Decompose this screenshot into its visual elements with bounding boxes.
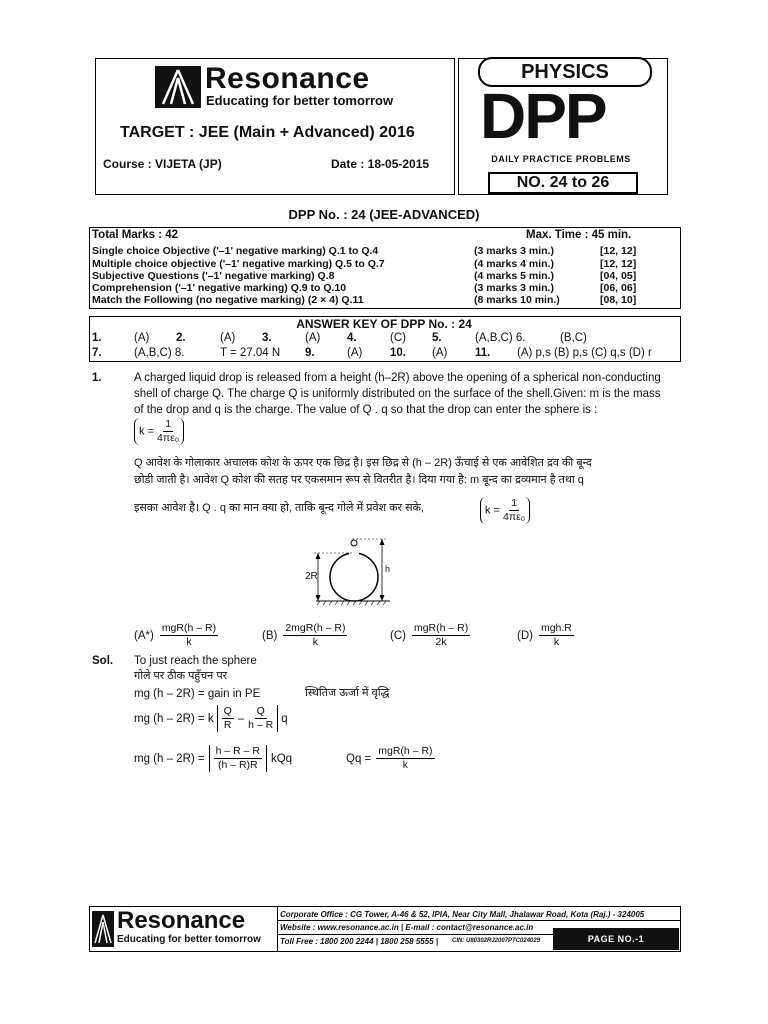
brand-tagline: Educating for better tomorrow xyxy=(206,93,394,108)
k-lhs: k = xyxy=(139,425,154,438)
k-definition xyxy=(134,418,184,445)
ak-cell: 4. xyxy=(347,332,357,344)
eq-bracket xyxy=(209,745,267,772)
option-d xyxy=(517,622,574,649)
marks-row-marks: (3 marks 3 min.) xyxy=(474,282,554,294)
course-label: Course : VIJETA (JP) xyxy=(103,157,222,171)
ak-cell: (A,B,C) 6. xyxy=(475,332,526,344)
footer-logo-icon xyxy=(92,911,114,947)
fig-label-h: h xyxy=(385,564,391,574)
ak-cell: 5. xyxy=(432,332,442,344)
k-numerator: 1 xyxy=(511,497,518,509)
k-denominator: 4πε₀ xyxy=(157,432,180,444)
k-numerator: 1 xyxy=(165,418,172,430)
option-a xyxy=(134,622,218,649)
solution-eq-2 xyxy=(134,745,292,772)
footer-cin: CIN: U80302RJ2007PTC024029 xyxy=(452,938,541,944)
option-fraction xyxy=(160,622,218,649)
question-line: shell of charge Q. The charge Q is uniformly distributed on the surface of the shell.Given: m is the mass xyxy=(134,388,661,400)
ak-cell: (A,B,C) 8. xyxy=(134,347,185,359)
eq-denominator: h – R xyxy=(248,719,274,731)
k-lhs: k = xyxy=(485,504,500,517)
marks-row-range: [08, 10] xyxy=(600,294,637,306)
subject-badge: PHYSICS xyxy=(478,57,652,87)
question-line: A charged liquid drop is released from a height (h–2R) above the opening of a spherical non-conducting xyxy=(134,372,661,384)
eq-bracket xyxy=(217,705,279,732)
option-fraction xyxy=(412,622,470,649)
solution-line: To just reach the sphere xyxy=(134,655,257,667)
question-text-hi xyxy=(134,455,680,489)
ak-cell: (C) xyxy=(390,332,406,344)
footer-divider xyxy=(277,907,278,952)
ak-cell: (A) xyxy=(432,347,448,359)
option-label: (A*) xyxy=(134,629,154,642)
marks-row-label: Subjective Questions ('–1' negative marking) Q.8 xyxy=(92,270,335,282)
ak-cell: (B,C) xyxy=(560,332,587,344)
eq-rhs: kQq xyxy=(270,752,293,765)
footer-divider xyxy=(277,934,553,935)
eq-lhs: mg (h – 2R) = k xyxy=(134,712,214,725)
marks-row-label: Match the Following (no negative marking) (2 × 4) Q.11 xyxy=(92,294,364,306)
footer-brand-name: Resonance xyxy=(117,907,246,934)
ak-cell: 3. xyxy=(262,332,272,344)
dpp-number-title: DPP No. : 24 (JEE-ADVANCED) xyxy=(288,207,480,222)
eq-lhs: Qq = xyxy=(346,752,372,765)
solution-label: Sol. xyxy=(92,655,114,667)
option-denominator: k xyxy=(186,636,192,648)
option-b xyxy=(262,622,347,649)
footer-divider xyxy=(277,920,681,921)
ak-cell: 2. xyxy=(176,332,186,344)
dpp-heading: DPP xyxy=(480,80,606,152)
footer-office: Corporate Office : CG Tower, A-46 & 52, IPIA, Near City Mall, Jhalawar Road, Kota (Raj.) - 324005 xyxy=(280,910,645,919)
k-definition-hi xyxy=(480,497,530,524)
daily-practice-label: DAILY PRACTICE PROBLEMS xyxy=(491,154,631,164)
ak-cell: (A) xyxy=(305,332,321,344)
eq-numerator: Q xyxy=(256,705,265,717)
footer-web: Website : www.resonance.ac.in | E-mail : contact@resonance.ac.in xyxy=(280,923,534,932)
option-label: (B) xyxy=(262,629,278,642)
ak-cell: (A) xyxy=(134,332,150,344)
option-denominator: k xyxy=(312,636,319,648)
marks-row-range: [04, 05] xyxy=(600,270,637,282)
eq-lhs: mg (h – 2R) = xyxy=(134,752,205,765)
marks-row-range: [12, 12] xyxy=(600,258,637,270)
option-denominator: k xyxy=(553,636,560,648)
solution-line-hi: गोले पर ठीक पहुँचन पर xyxy=(134,670,228,682)
eq-fraction xyxy=(222,705,234,732)
option-numerator: mgh.R xyxy=(540,622,572,634)
answer-key-title: ANSWER KEY OF DPP No. : 24 xyxy=(296,317,472,331)
option-fraction xyxy=(283,622,347,649)
option-label: (D) xyxy=(517,629,533,642)
marks-row-label: Single choice Objective ('–1' negative marking) Q.1 to Q.4 xyxy=(92,245,379,257)
fig-label-2r: 2R xyxy=(305,571,318,582)
eq-fraction xyxy=(248,705,273,732)
option-numerator: 2mgR(h – R) xyxy=(285,622,346,634)
option-c xyxy=(390,622,470,649)
date-label: Date : 18-05-2015 xyxy=(331,157,430,171)
brand-name: Resonance xyxy=(205,62,370,95)
option-numerator: mgR(h – R) xyxy=(413,622,469,634)
total-marks: Total Marks : 42 xyxy=(92,229,179,241)
ak-cell: 1. xyxy=(92,332,102,344)
option-denominator: 2k xyxy=(435,636,447,648)
option-numerator: mgR(h – R) xyxy=(161,622,217,634)
marks-row-marks: (3 marks 3 min.) xyxy=(474,245,554,257)
ak-cell: 7. xyxy=(92,347,102,359)
question-line-hi: इसका आवेश है। Q . q का मान क्या हो, ताकि बून्द गोले में प्रवेश कर सके, xyxy=(134,502,425,514)
ak-cell: 11. xyxy=(475,347,491,359)
eq-denominator: R xyxy=(223,719,232,731)
solution-line-hi: स्थितिज ऊर्जा में वृद्धि xyxy=(305,687,390,699)
marks-row-marks: (4 marks 4 min.) xyxy=(474,258,554,270)
solution-eq-1 xyxy=(134,705,288,732)
eq-denominator: (h – R)R xyxy=(217,759,258,771)
footer-brand-tagline: Educating for better tomorrow xyxy=(117,934,261,945)
k-fraction xyxy=(157,418,179,445)
marks-row-marks: (8 marks 10 min.) xyxy=(474,294,560,306)
k-denominator: 4πε₀ xyxy=(503,511,526,523)
max-time: Max. Time : 45 min. xyxy=(526,229,632,241)
marks-row-marks: (4 marks 5 min.) xyxy=(474,270,554,282)
marks-row-label: Multiple choice objective ('–1' negative marking) Q.5 to Q.7 xyxy=(92,258,385,270)
marks-row-label: Comprehension ('–1' negative marking) Q.9 to Q.10 xyxy=(92,282,347,294)
question-number: 1. xyxy=(92,372,102,384)
option-label: (C) xyxy=(390,629,406,642)
question-text-en xyxy=(134,370,680,418)
marks-row-range: [06, 06] xyxy=(600,282,637,294)
marks-row-range: [12, 12] xyxy=(600,245,637,257)
ak-cell: 9. xyxy=(305,347,315,359)
solution-line: mg (h – 2R) = gain in PE xyxy=(134,688,261,700)
eq-minus: – xyxy=(237,712,245,725)
option-fraction xyxy=(539,622,574,649)
ak-cell: (A) xyxy=(347,347,363,359)
ak-cell: 10. xyxy=(390,347,406,359)
resonance-logo-icon xyxy=(155,66,201,108)
ak-cell: (A) p,s (B) p,s (C) q,s (D) r xyxy=(517,347,652,359)
target-title: TARGET : JEE (Main + Advanced) 2016 xyxy=(120,124,415,141)
solution-result xyxy=(346,745,435,772)
eq-fraction xyxy=(214,745,262,772)
ak-cell: (A) xyxy=(220,332,236,344)
question-line: of the drop and q is the charge. The value of Q . q so that the drop can enter the sphere is : xyxy=(134,404,598,416)
question-line-hi: Q आवेश के गोलाकार अचालक कोश के ऊपर एक छिद्र है। इस छिद्र से (h – 2R) ऊँचाई से एक आवेशित द्रव की बून्द xyxy=(134,457,592,469)
dpp-range-badge: NO. 24 to 26 xyxy=(488,172,638,194)
eq-numerator: h – R – R xyxy=(215,745,260,757)
question-line-hi: छोडी जाती है। आवेश Q कोश की सतह पर एकसमान रूप से वितरीत है। दिया गया है: m बून्द का द्रव्यमान है तथा q xyxy=(134,474,584,486)
eq-numerator: mgR(h – R) xyxy=(378,745,433,757)
k-fraction xyxy=(503,497,525,524)
eq-rhs: q xyxy=(281,712,288,725)
ak-cell: T = 27.04 N xyxy=(220,347,281,359)
footer-toll: Toll Free : 1800 200 2244 | 1800 258 5555 | xyxy=(280,937,439,946)
eq-numerator: Q xyxy=(223,705,232,717)
eq-fraction xyxy=(376,745,434,772)
eq-denominator: k xyxy=(402,759,409,771)
page-number: PAGE NO.-1 xyxy=(553,928,679,950)
